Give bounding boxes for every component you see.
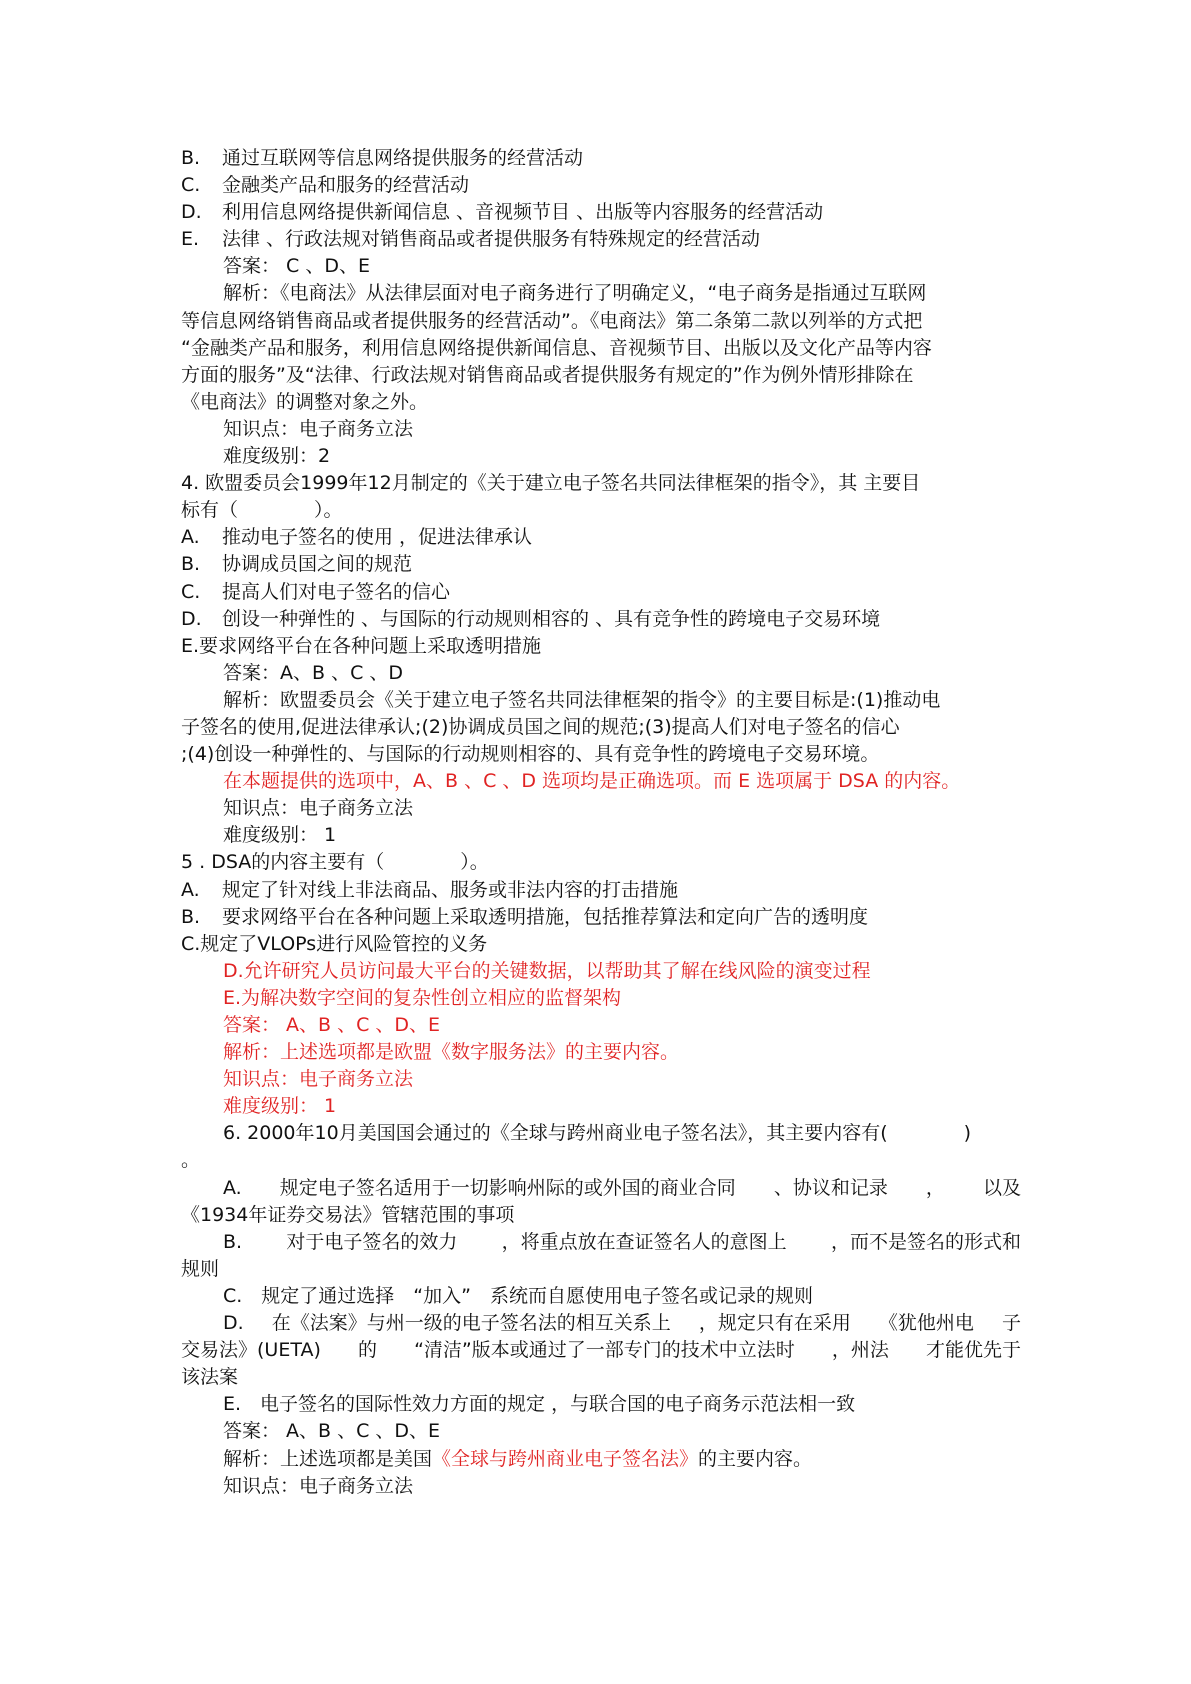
option-letter: D. — [223, 1312, 244, 1335]
q3-difficulty: 难度级别：2 — [223, 445, 331, 468]
option-text: 规定了针对线上非法商品、服务或非法内容的打击措施 — [222, 878, 679, 901]
q6-knowledge-point: 知识点：电子商务立法 — [223, 1474, 414, 1497]
q3-analysis-line: 等信息网络销售商品或者提供服务的经营活动”。《电商法》第二条第二款以列举的方式把 — [181, 309, 923, 332]
option-text-part: 以及 — [982, 1176, 1021, 1199]
document-content — [181, 145, 1021, 1500]
option-letter: D. — [181, 201, 202, 224]
analysis-prefix: 解析：上述选项都是欧盟 — [223, 1041, 433, 1064]
q5-analysis — [181, 1039, 1021, 1066]
q5-knowledge-point: 知识点：电子商务立法 — [223, 1068, 414, 1091]
q3-knowledge-point: 知识点：电子商务立法 — [223, 417, 414, 440]
q6-option-a-continued: 《1934年证券交易法》管辖范围的事项 — [181, 1203, 515, 1226]
option-text-part: 在《法案》与州一级的电子签名法的相互关系上 — [271, 1312, 671, 1335]
q5-option-b — [181, 904, 1021, 931]
q6-option-e: E. 电子签名的国际性效力方面的规定 ，与联合国的电子商务示范法相一致 — [223, 1393, 856, 1416]
option-letter: E. — [181, 228, 200, 251]
q6-option-c: C. 规定了通过选择 “加入” 系统而自愿使用电子签名或记录的规则 — [223, 1284, 813, 1307]
option-letter: D. — [181, 607, 202, 630]
q4-analysis-line: ;(4)创设一种弹性的、与国际的行动规则相容的、具有竞争性的跨境电子交易环境。 — [181, 743, 880, 766]
q4-option-d — [181, 606, 1021, 633]
option-letter: B. — [181, 147, 201, 169]
option-text-part: ，而不是签名的形式和 — [830, 1230, 1021, 1253]
option-letter: B. — [181, 553, 201, 576]
q3-option-d — [181, 199, 1021, 226]
option-letter: A. — [223, 1176, 242, 1199]
q3-option-e — [181, 226, 1021, 253]
analysis-suffix: 《数字服务法》的主要内容。 — [432, 1041, 680, 1064]
q3-option-b — [181, 145, 1021, 172]
q5-difficulty: 难度级别： 1 — [223, 1095, 337, 1118]
q3-answer: 答案： C 、D、E — [223, 255, 370, 278]
q3-analysis-line: “金融类产品和服务，利用信息网络提供新闻信息、音视频节目、出版以及文化产品等内容 — [181, 336, 932, 359]
q4-difficulty: 难度级别： 1 — [223, 824, 337, 847]
q4-analysis-line: 子签名的使用,促进法律承认;(2)协调成员国之间的规范;(3)提高人们对电子签名的信心 — [181, 715, 900, 738]
q3-analysis-line: 《电商法》的调整对象之外。 — [181, 390, 429, 413]
analysis-law-name: 《全球与跨州商业电子签名法》 — [432, 1447, 699, 1470]
q5-answer: 答案： A、B 、C 、D、E — [223, 1014, 441, 1036]
q6-answer: 答案： A、B 、C 、D、E — [223, 1420, 441, 1443]
q6-option-b — [181, 1229, 1021, 1256]
q6-option-b-continued: 规则 — [181, 1257, 220, 1280]
q4-question: 4. 欧盟委员会1999年12月制定的《关于建立电子签名共同法律框架的指令》，其 主要目 — [181, 472, 921, 495]
option-text: 要求网络平台在各种问题上采取透明措施，包括推荐算法和定向广告的透明度 — [222, 905, 869, 928]
option-text-part: “清洁”版本或通过了一部专门的技术中立法时 — [414, 1339, 795, 1362]
option-text: 法律 、行政法规对销售商品或者提供服务有特殊规定的经营活动 — [222, 228, 761, 251]
q6-analysis — [181, 1446, 1021, 1473]
option-letter: A. — [181, 526, 200, 549]
q5-option-c: C.规定了VLOPs进行风险管控的义务 — [181, 932, 488, 955]
option-text-part: 子 — [1001, 1312, 1021, 1335]
option-text-part: 、协议和记录 — [773, 1176, 888, 1199]
q4-option-c — [181, 579, 1021, 606]
option-letter: C. — [181, 174, 201, 197]
q3-analysis-line: 解析：《电商法》从法律层面对电子商务进行了明确定义，“电子商务是指通过互联网 — [223, 282, 927, 305]
option-text: 金融类产品和服务的经营活动 — [222, 174, 470, 197]
q6-question-tail: 。 — [181, 1149, 201, 1172]
option-text-part: ， — [925, 1176, 945, 1199]
option-text-part: 的 — [357, 1339, 377, 1362]
q4-analysis-line: 解析：欧盟委员会《关于建立电子签名共同法律框架的指令》的主要目标是:(1)推动电 — [223, 688, 941, 711]
q4-answer: 答案：A、B 、C 、D — [223, 661, 404, 684]
option-text: 推动电子签名的使用 ，促进法律承认 — [222, 526, 533, 549]
q5-question: 5 . DSA的内容主要有（ ）。 — [181, 851, 489, 874]
option-text: 通过互联网等信息网络提供服务的经营活动 — [222, 147, 584, 169]
q6-option-a — [181, 1175, 1021, 1202]
q4-option-e: E.要求网络平台在各种问题上采取透明措施 — [181, 634, 542, 657]
analysis-prefix: 解析：上述选项都是美国 — [223, 1447, 433, 1470]
q4-option-a — [181, 524, 1021, 551]
option-text: 创设一种弹性的 、与国际的行动规则相容的 、具有竞争性的跨境电子交易环境 — [222, 607, 881, 630]
q4-option-b — [181, 551, 1021, 578]
option-text: 提高人们对电子签名的信心 — [222, 580, 451, 603]
option-text-part: 对于电子签名的效力 — [286, 1230, 458, 1253]
option-letter: B. — [181, 905, 201, 928]
q4-knowledge-point: 知识点：电子商务立法 — [223, 797, 414, 820]
option-letter: B. — [223, 1230, 243, 1253]
option-text-part: 交易法》(UETA) — [181, 1339, 321, 1362]
analysis-suffix: 的主要内容。 — [698, 1447, 813, 1470]
q5-option-d: D.允许研究人员访问最大平台的关键数据，以帮助其了解在线风险的演变过程 — [223, 959, 871, 982]
q3-analysis-line: 方面的服务”及“法律、行政法规对销售商品或者提供服务有规定的”作为例外情形排除在 — [181, 363, 914, 386]
q4-question: 标有（ ）。 — [181, 499, 343, 522]
q6-option-d — [181, 1310, 1021, 1337]
option-letter: C. — [181, 580, 201, 603]
q4-note: 在本题提供的选项中，A、B 、C 、D 选项均是正确选项。而 E 选项属于 DSA 的内容。 — [223, 770, 961, 793]
q5-option-e: E.为解决数字空间的复杂性创立相应的监督架构 — [223, 986, 622, 1009]
option-text-part: 《犹他州电 — [878, 1312, 974, 1335]
option-text: 协调成员国之间的规范 — [222, 553, 413, 576]
q6-option-d-continued — [181, 1337, 1021, 1364]
q6-question: 6. 2000年10月美国国会通过的《全球与跨州商业电子签名法》，其主要内容有( ) — [223, 1122, 972, 1145]
q6-option-d-continued: 该法案 — [181, 1366, 239, 1389]
option-text: 利用信息网络提供新闻信息 、音视频节目 、出版等内容服务的经营活动 — [222, 201, 824, 224]
option-text-part: 才能优先于 — [925, 1339, 1021, 1362]
option-text-part: 规定电子签名适用于一切影响州际的或外国的商业合同 — [279, 1176, 736, 1199]
q3-option-c — [181, 172, 1021, 199]
option-text-part: ，将重点放在查证签名人的意图上 — [501, 1230, 787, 1253]
option-text-part: ，州法 — [831, 1339, 889, 1362]
q5-option-a — [181, 877, 1021, 904]
option-letter: A. — [181, 878, 200, 901]
option-text-part: ，规定只有在采用 — [698, 1312, 851, 1335]
